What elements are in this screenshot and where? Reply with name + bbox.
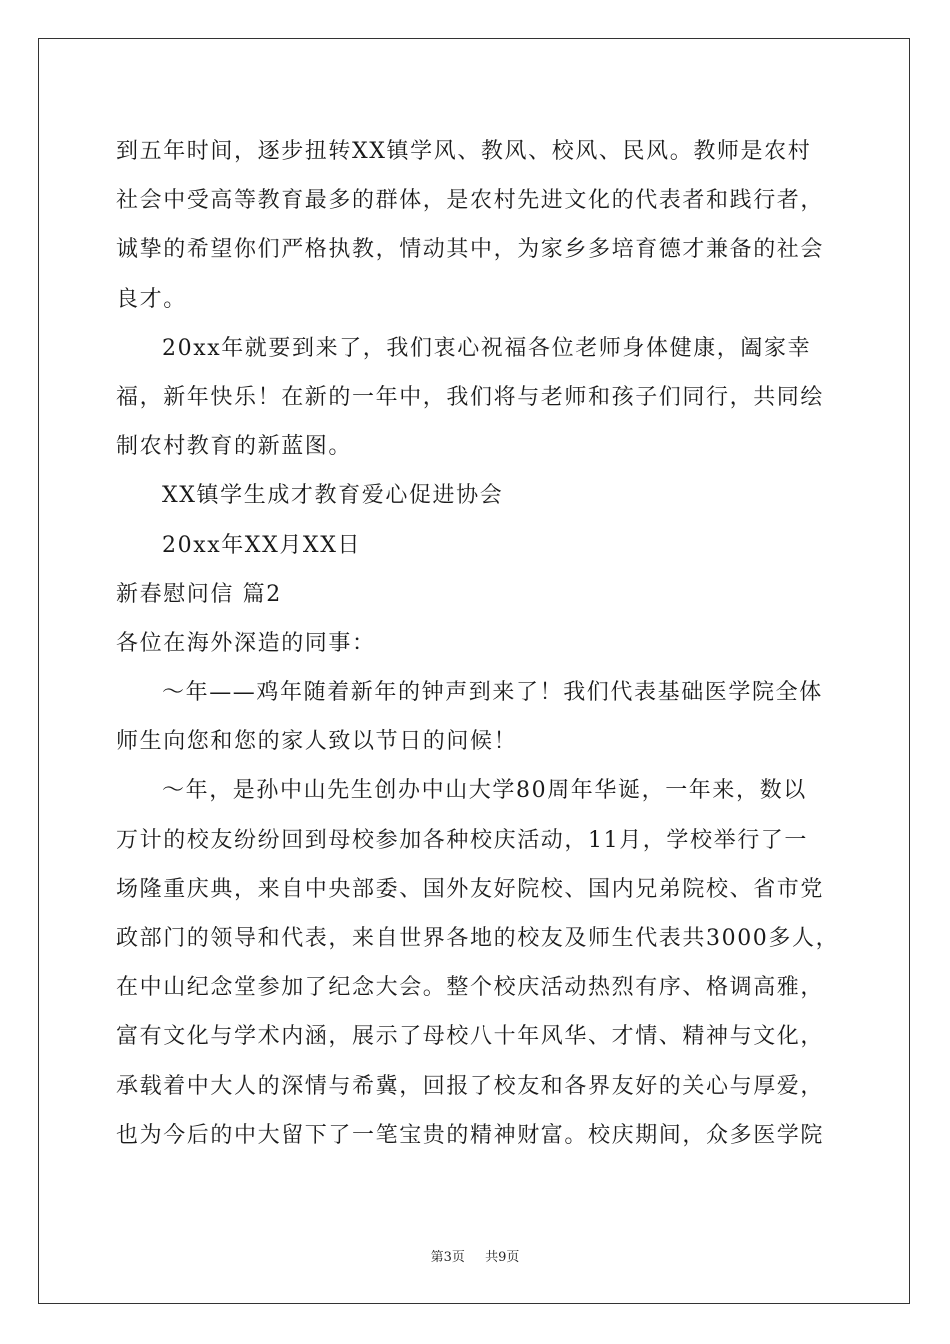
text-line: 福，新年快乐！在新的一年中，我们将与老师和孩子们同行，共同绘 xyxy=(116,384,825,410)
text-line: 政部门的领导和代表，来自世界各地的校友及师生代表共3000多人， xyxy=(116,926,840,951)
text-line: 师生向您和您的家人致以节日的问候！ xyxy=(116,729,518,755)
text-line: 承载着中大人的深情与希冀，回报了校友和各界友好的关心与厚爱， xyxy=(116,1073,825,1099)
current-page-number: 第3页 xyxy=(430,1250,465,1265)
section-heading: 新春慰问信 篇2 xyxy=(116,581,282,607)
page-footer xyxy=(0,1246,950,1265)
document-body xyxy=(116,127,856,1160)
text-line: ～年，是孙中山先生创办中山大学80周年华诞，一年来，数以 xyxy=(162,778,807,804)
text-line: 良才。 xyxy=(116,286,187,312)
signature-date: 20xx年XX月XX日 xyxy=(162,532,362,558)
text-line: 社会中受高等教育最多的群体，是农村先进文化的代表者和践行者， xyxy=(116,188,825,214)
total-page-count: 共9页 xyxy=(485,1250,520,1265)
text-line: 制农村教育的新蓝图。 xyxy=(116,434,353,460)
text-line: 场隆重庆典，来自中央部委、国外友好院校、国内兄弟院校、省市党 xyxy=(116,876,825,902)
text-line: 到五年时间，逐步扭转XX镇学风、教风、校风、民风。教师是农村 xyxy=(116,139,812,164)
text-line: 也为今后的中大留下了一笔宝贵的精神财富。校庆期间，众多医学院 xyxy=(116,1122,825,1148)
signature-organization: XX镇学生成才教育爱心促进协会 xyxy=(162,483,504,509)
text-line: 20xx年就要到来了，我们衷心祝福各位老师身体健康，阖家幸 xyxy=(162,335,812,361)
text-line: 在中山纪念堂参加了纪念大会。整个校庆活动热烈有序、格调高雅， xyxy=(116,975,825,1001)
text-line: 富有文化与学术内涵，展示了母校八十年风华、才情、精神与文化， xyxy=(116,1024,825,1050)
text-line: 诚挚的希望你们严格执教，情动其中，为家乡多培育德才兼备的社会 xyxy=(116,237,825,263)
text-line: ～年——鸡年随着新年的钟声到来了！我们代表基础医学院全体 xyxy=(162,680,823,706)
text-line: 万计的校友纷纷回到母校参加各种校庆活动，11月，学校举行了一 xyxy=(116,827,808,853)
salutation: 各位在海外深造的同事： xyxy=(116,630,376,656)
